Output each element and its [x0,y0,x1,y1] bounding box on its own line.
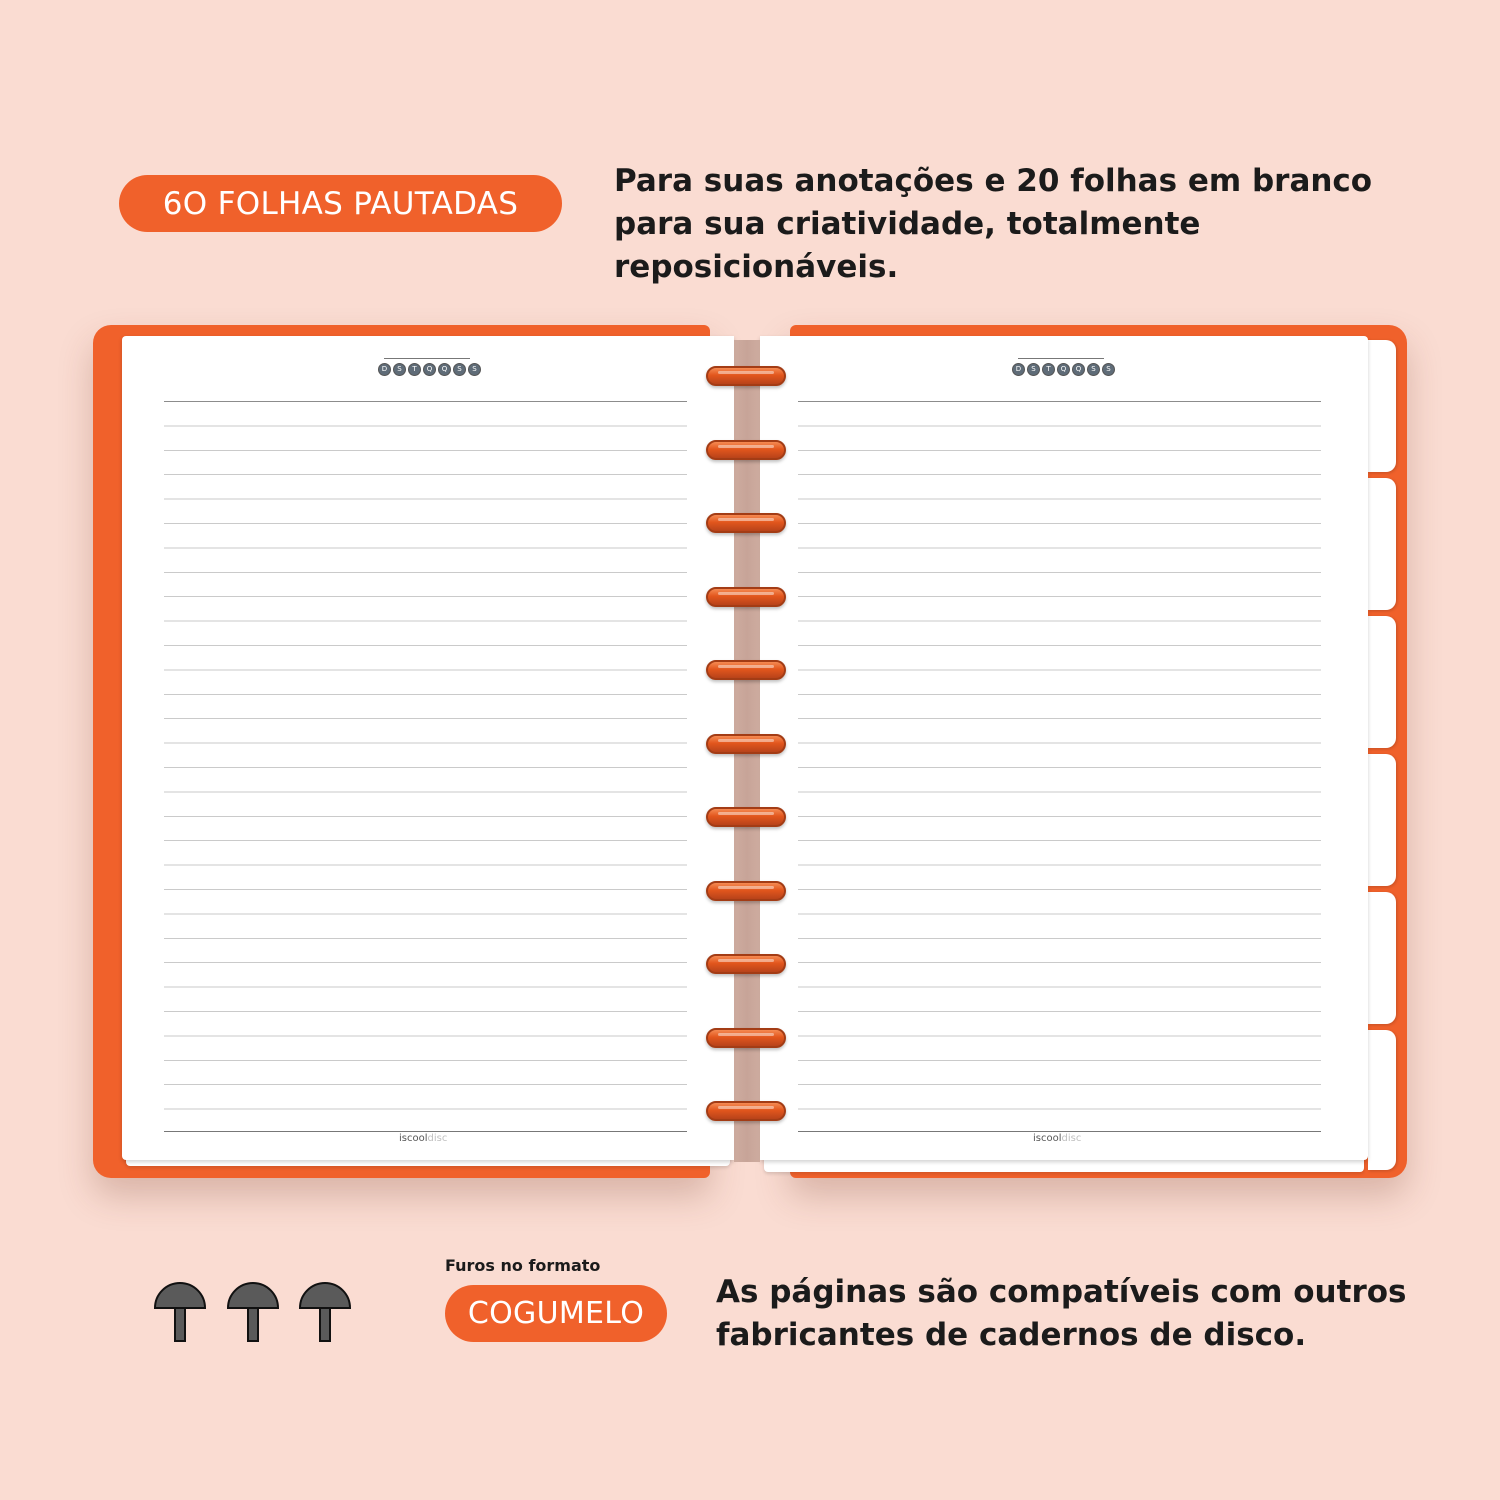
weekday-selector [378,363,481,376]
sheets-count-badge: 6O FOLHAS PAUTADAS [119,175,562,232]
weekday-dot: S [453,363,466,376]
ruled-page-left [122,336,734,1160]
binding-ring [706,734,786,754]
page-bottom-rule [798,1131,1321,1132]
weekday-dot: S [1087,363,1100,376]
weekday-dot: S [468,363,481,376]
weekday-dot: S [1027,363,1040,376]
divider-tab-3 [1368,616,1396,748]
binding-ring [706,587,786,607]
holes-format-label: Furos no formato [445,1256,601,1275]
divider-tab-5 [1368,892,1396,1024]
brand-accent: disc [1061,1133,1082,1144]
weekday-dot: T [1042,363,1055,376]
weekday-dot: Q [1072,363,1085,376]
binding-ring [706,954,786,974]
weekday-selector [1012,363,1115,376]
binding-ring [706,807,786,827]
weekday-dot: Q [1057,363,1070,376]
weekday-dot: S [393,363,406,376]
binding-ring [706,440,786,460]
brand-main: iscool [399,1133,428,1144]
sheets-description: Para suas anotações e 20 folhas em branco para sua criatividade, totalmente reposicionáveis. [614,163,1373,285]
divider-tab-6 [1368,1030,1396,1170]
divider-tab-4 [1368,754,1396,886]
ruled-lines [798,401,1321,1133]
binding-ring [706,1028,786,1048]
ruled-page-right [760,336,1368,1160]
mushroom-hole-icon [153,1274,207,1342]
weekday-dot: Q [438,363,451,376]
binding-ring [706,513,786,533]
holes-format-badge: COGUMELO [445,1285,667,1342]
weekday-dot: D [378,363,391,376]
ruled-lines [164,401,687,1133]
weekday-header-line [384,358,470,359]
binding-ring [706,1101,786,1121]
divider-tab-2 [1368,478,1396,610]
mushroom-hole-icon [298,1274,352,1342]
weekday-dot: Q [423,363,436,376]
divider-tab-1 [1368,340,1396,472]
binding-ring [706,881,786,901]
brand-accent: disc [427,1133,448,1144]
binding-ring [706,660,786,680]
weekday-dot: T [408,363,421,376]
compatibility-description: As páginas são compatíveis com outros fabricantes de cadernos de disco. [716,1274,1407,1353]
weekday-header-line [1018,358,1104,359]
brand-logo [399,1133,447,1144]
weekday-dot: S [1102,363,1115,376]
mushroom-hole-icon [226,1274,280,1342]
binding-ring [706,366,786,386]
weekday-dot: D [1012,363,1025,376]
brand-logo [1033,1133,1081,1144]
page-bottom-rule [164,1131,687,1132]
brand-main: iscool [1033,1133,1062,1144]
